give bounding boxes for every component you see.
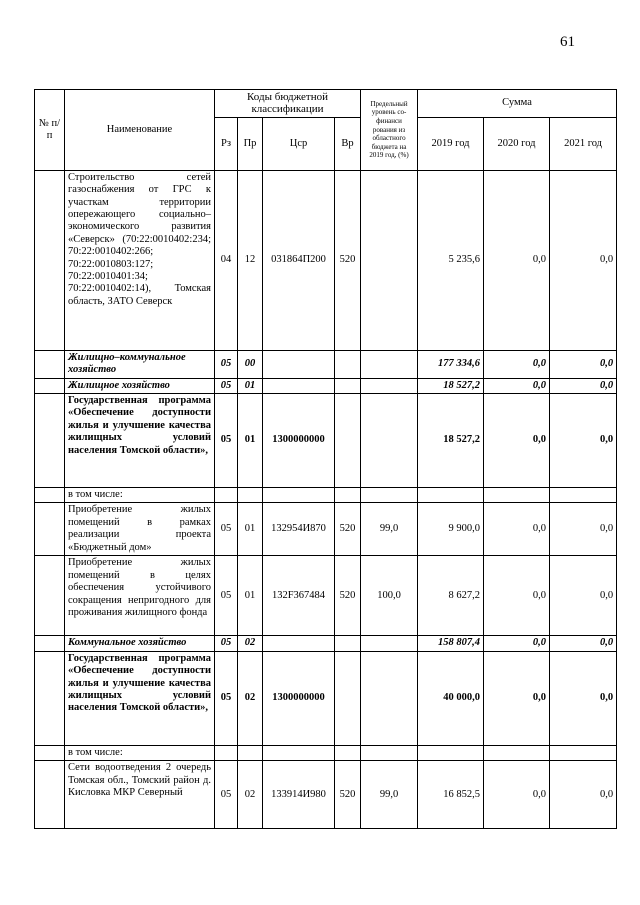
row-vr: 520 — [335, 761, 361, 829]
row-vr — [335, 350, 361, 378]
row-rz: 05 — [215, 394, 238, 488]
row-rz: 05 — [215, 636, 238, 651]
row-pr: 12 — [238, 170, 263, 350]
row-rz: 04 — [215, 170, 238, 350]
row-csr — [263, 350, 335, 378]
row-name: Жилищно–коммунальное хозяйство — [65, 350, 215, 378]
row-vr: 520 — [335, 556, 361, 636]
row-name: Государственная программа «Обеспечение доступности жилья и улучшение качества жилищных условий населения Томской области», — [65, 651, 215, 745]
table-row — [35, 636, 617, 651]
row-name: Приобретение жилых помещений в рамках реализации проекта «Бюджетный дом» — [65, 503, 215, 556]
row-csr: 1300000000 — [263, 394, 335, 488]
row-rz: 05 — [215, 503, 238, 556]
row-csr — [263, 636, 335, 651]
header-vr: Вр — [335, 117, 361, 170]
row-2019: 8 627,2 — [418, 556, 484, 636]
row-pct — [361, 170, 418, 350]
row-rz: 05 — [215, 651, 238, 745]
table-row — [35, 651, 617, 745]
row-name: Приобретение жилых помещений в целях обеспечения устойчивого сокращения непригодного для проживания жилищного фонда — [65, 556, 215, 636]
row-pr: 01 — [238, 394, 263, 488]
row-2019: 18 527,2 — [418, 394, 484, 488]
header-num: № п/п — [35, 90, 65, 171]
row-2020: 0,0 — [484, 378, 550, 393]
header-limit: Предельный уровень со-финанси рования из областного бюджета на 2019 год, (%) — [361, 90, 418, 171]
row-rz: 05 — [215, 556, 238, 636]
row-pct: 100,0 — [361, 556, 418, 636]
row-2020: 0,0 — [484, 503, 550, 556]
row-vr — [335, 651, 361, 745]
row-2019: 158 807,4 — [418, 636, 484, 651]
row-name: Строительство сетей газоснабжения от ГРС к участкам территории опережающего социально–экономического развития «Северск» (70:22:0010402:234; 70:22:0010402:266; 70:22:0010803:127; 70:22:0010401:34; 70:22:0010402:14), Томская область, ЗАТО Северск — [65, 170, 215, 350]
row-csr: 132F367484 — [263, 556, 335, 636]
row-csr: 031864П200 — [263, 170, 335, 350]
row-vr: 520 — [335, 170, 361, 350]
table-row — [35, 503, 617, 556]
table-row — [35, 488, 617, 503]
budget-table — [34, 89, 617, 829]
row-pr: 02 — [238, 761, 263, 829]
row-2020: 0,0 — [484, 636, 550, 651]
page-number: 61 — [560, 34, 575, 50]
table-row — [35, 378, 617, 393]
row-2021: 0,0 — [550, 636, 617, 651]
row-vr — [335, 378, 361, 393]
row-pr: 01 — [238, 378, 263, 393]
row-csr — [263, 378, 335, 393]
row-2019: 16 852,5 — [418, 761, 484, 829]
row-name: Коммунальное хозяйство — [65, 636, 215, 651]
row-rz: 05 — [215, 350, 238, 378]
header-2021: 2021 год — [550, 117, 617, 170]
row-pr: 02 — [238, 651, 263, 745]
row-csr: 1300000000 — [263, 651, 335, 745]
row-csr: 133914И980 — [263, 761, 335, 829]
header-row-1 — [35, 90, 617, 118]
row-name: Государственная программа «Обеспечение доступности жилья и улучшение качества жилищных условий населения Томской области», — [65, 394, 215, 488]
row-pct — [361, 636, 418, 651]
row-2020: 0,0 — [484, 350, 550, 378]
row-2021: 0,0 — [550, 350, 617, 378]
table-row — [35, 556, 617, 636]
row-pr: 01 — [238, 556, 263, 636]
header-2020: 2020 год — [484, 117, 550, 170]
row-pct — [361, 350, 418, 378]
row-2019: 9 900,0 — [418, 503, 484, 556]
row-pr: 02 — [238, 636, 263, 651]
row-pr: 00 — [238, 350, 263, 378]
table-row — [35, 350, 617, 378]
row-vr: 520 — [335, 503, 361, 556]
row-pct: 99,0 — [361, 503, 418, 556]
table-row — [35, 761, 617, 829]
row-pct — [361, 651, 418, 745]
row-2019: 18 527,2 — [418, 378, 484, 393]
row-2019: 177 334,6 — [418, 350, 484, 378]
row-csr: 132954И870 — [263, 503, 335, 556]
header-2019: 2019 год — [418, 117, 484, 170]
row-2020: 0,0 — [484, 556, 550, 636]
table-row — [35, 170, 617, 350]
row-name: Сети водоотведения 2 очередь Томская обл., Томский район д. Кисловка МКР Северный — [65, 761, 215, 829]
header-rz: Рз — [215, 117, 238, 170]
header-sum: Сумма — [418, 90, 617, 118]
row-2021: 0,0 — [550, 761, 617, 829]
row-2020: 0,0 — [484, 170, 550, 350]
row-vr — [335, 394, 361, 488]
row-2021: 0,0 — [550, 378, 617, 393]
row-name: в том числе: — [65, 745, 215, 760]
row-pr: 01 — [238, 503, 263, 556]
row-2019: 5 235,6 — [418, 170, 484, 350]
row-2020: 0,0 — [484, 761, 550, 829]
table-row — [35, 394, 617, 488]
row-name: в том числе: — [65, 488, 215, 503]
header-csr: Цср — [263, 117, 335, 170]
header-codes: Коды бюджетной классификации — [215, 90, 361, 118]
row-name: Жилищное хозяйство — [65, 378, 215, 393]
row-2019: 40 000,0 — [418, 651, 484, 745]
row-2021: 0,0 — [550, 556, 617, 636]
row-2020: 0,0 — [484, 651, 550, 745]
row-vr — [335, 636, 361, 651]
row-rz: 05 — [215, 761, 238, 829]
row-2020: 0,0 — [484, 394, 550, 488]
header-name: Наименование — [65, 90, 215, 171]
row-pct: 99,0 — [361, 761, 418, 829]
row-pct — [361, 394, 418, 488]
row-2021: 0,0 — [550, 170, 617, 350]
header-pr: Пр — [238, 117, 263, 170]
row-pct — [361, 378, 418, 393]
row-rz: 05 — [215, 378, 238, 393]
row-2021: 0,0 — [550, 503, 617, 556]
row-2021: 0,0 — [550, 651, 617, 745]
row-2021: 0,0 — [550, 394, 617, 488]
table-row — [35, 745, 617, 760]
